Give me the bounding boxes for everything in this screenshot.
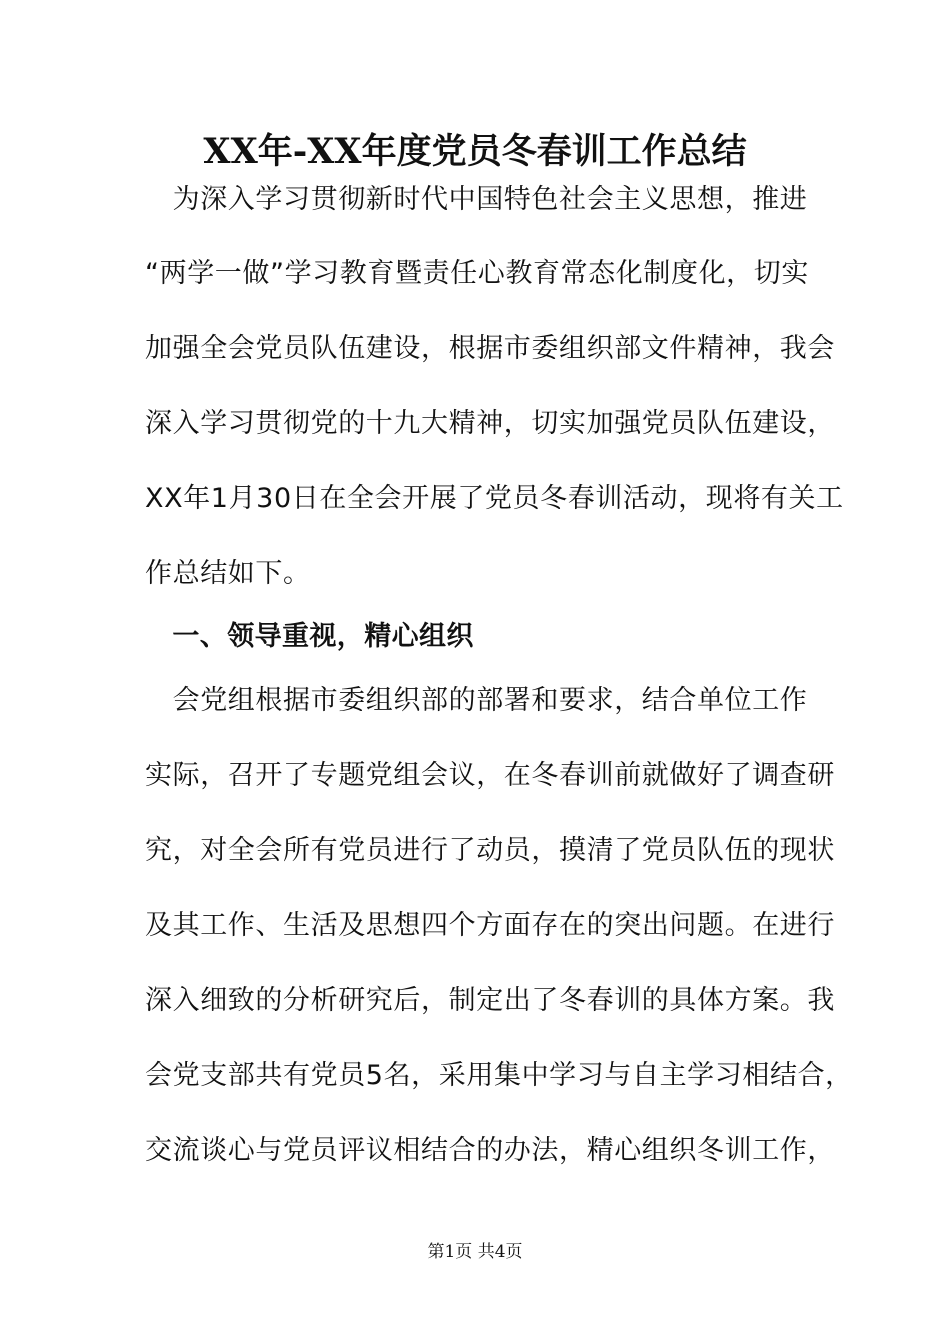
body-line-3: 加强全会党员队伍建设，根据市委组织部文件精神，我会 xyxy=(145,333,835,364)
section-heading-1: 一、领导重视，精心组织 xyxy=(145,621,474,652)
body-line-10: 及其工作、生活及思想四个方面存在的突出问题。在进行 xyxy=(145,910,835,941)
body-line-7: 会党组根据市委组织部的部署和要求，结合单位工作 xyxy=(145,685,808,716)
body-line-1: 为深入学习贯彻新时代中国特色社会主义思想，推进 xyxy=(145,184,808,215)
body-line-9: 究，对全会所有党员进行了动员，摸清了党员队伍的现状 xyxy=(145,835,835,866)
page-number-footer: 第1页 共4页 xyxy=(427,1242,523,1262)
body-line-12: 会党支部共有党员5名，采用集中学习与自主学习相结合， xyxy=(145,1060,853,1091)
body-line-11: 深入细致的分析研究后，制定出了冬春训的具体方案。我 xyxy=(145,985,835,1016)
body-line-13: 交流谈心与党员评议相结合的办法，精心组织冬训工作， xyxy=(145,1135,835,1166)
body-line-8: 实际，召开了专题党组会议，在冬春训前就做好了调查研 xyxy=(145,760,835,791)
body-line-6: 作总结如下。 xyxy=(145,558,311,589)
body-line-2: “两学一做”学习教育暨责任心教育常态化制度化，切实 xyxy=(145,258,809,289)
body-line-5: XX年1月30日在全会开展了党员冬春训活动，现将有关工 xyxy=(145,483,844,514)
document-title: XX年-XX年度党员冬春训工作总结 xyxy=(203,131,747,172)
body-line-4: 深入学习贯彻党的十九大精神，切实加强党员队伍建设， xyxy=(145,408,835,439)
